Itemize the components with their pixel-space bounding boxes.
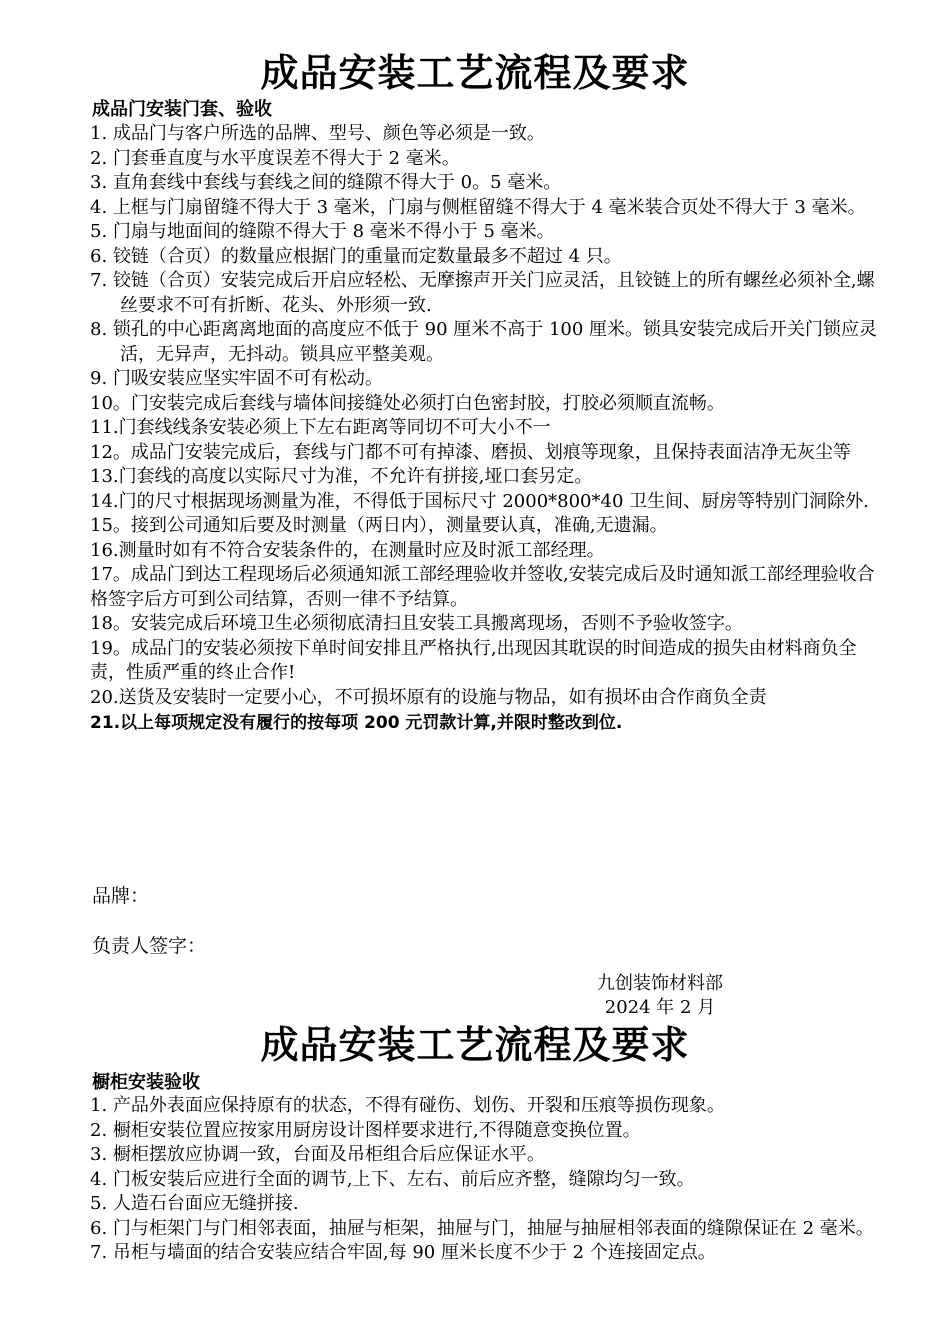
list-item: 3. 橱柜摆放应协调一致，台面及吊柜组合后应保证水平。 (90, 1144, 545, 1165)
list-item: 1. 成品门与客户所选的品牌、型号、颜色等必须是一致。 (90, 123, 545, 144)
list-item: 19。成品门的安装必须按下单时间安排且严格执行,出现因其耽误的时间造成的损失由材料商负全责，性质严重的终止合作! (90, 637, 857, 683)
page-title-2: 成品安装工艺流程及要求 (260, 1023, 690, 1067)
list-item: 1. 产品外表面应保持原有的状态，不得有碰伤、划伤、开裂和压痕等损伤现象。 (90, 1095, 725, 1116)
list-item: 20.送货及安装时一定要小心，不可损坏原有的设施与物品，如有损坏由合作商负全责 (90, 686, 767, 708)
list-item: 4. 上框与门扇留缝不得大于 3 毫米，门扇与侧框留缝不得大于 4 毫米装合页处不得大于 3 毫米。 (90, 196, 866, 218)
list-item: 5. 人造石台面应无缝拼接. (90, 1193, 299, 1214)
page-title: 成品安装工艺流程及要求 (260, 51, 690, 95)
list-item: 17。成品门到达工程现场后必须通知派工部经理验收并签收,安装完成后及时通知派工部经理验收合格签字后方可到公司结算，否则一律不予结算。 (90, 564, 875, 610)
list-item: 14.门的尺寸根据现场测量为准，不得低于国标尺寸 2000*800*40 卫生间、厨房等特别门洞除外. (90, 490, 869, 512)
door-requirements-list (90, 122, 880, 736)
list-item: 10。门安装完成后套线与墙体间接缝处必须打白色密封胶，打胶必须顺直流畅。 (90, 392, 725, 414)
brand-label: 品牌： (92, 885, 150, 907)
list-item: 11.门套线线条安装必须上下左右距离等同切不可大小不一 (90, 417, 551, 438)
section-heading-door: 成品门安装门套、验收 (92, 99, 272, 120)
list-item: 12。成品门安装完成后，套线与门都不可有掉漆、磨损、划痕等现象，且保持表面洁净无灰尘等 (90, 441, 851, 463)
signer-label: 负责人签字： (92, 935, 207, 957)
penalty-clause: 21.以上每项规定没有履行的按每项 200 元罚款计算,并限时整改到位. (90, 713, 623, 733)
list-item: 2. 橱柜安装位置应按家用厨房设计图样要求进行,不得随意变换位置。 (90, 1119, 641, 1141)
list-item: 18。安装完成后环境卫生必须彻底清扫且安装工具搬离现场，否则不予验收签字。 (90, 613, 743, 634)
list-item: 3. 直角套线中套线与套线之间的缝隙不得大于 0。5 毫米。 (90, 172, 562, 193)
list-item: 6. 铰链（合页）的数量应根据门的重量而定数量最多不超过 4 只。 (90, 245, 622, 267)
list-item: 6. 门与柜架门与门相邻表面，抽屉与柜架，抽屉与门，抽屉与抽屉相邻表面的缝隙保证在 2 毫米。 (90, 1217, 874, 1239)
list-item: 5. 门扇与地面间的缝隙不得大于 8 毫米不得小于 5 毫米。 (90, 221, 555, 242)
cabinet-requirements-list (90, 1094, 880, 1266)
signature-date: 2024 年 2 月 (604, 997, 716, 1018)
list-item: 7. 吊柜与墙面的结合安装应结合牢固,每 90 厘米长度不少于 2 个连接固定点。 (90, 1242, 716, 1263)
signature-org: 九创装饰材料部 (597, 973, 723, 994)
list-item: 9. 门吸安装应坚实牢固不可有松动。 (90, 368, 383, 389)
list-item: 8. 锁孔的中心距离离地面的高度应不低于 90 厘米不高于 100 厘米。锁具安装完成后开关门锁应灵活，无异声，无抖动。锁具应平整美观。 (90, 319, 878, 365)
list-item: 7. 铰链（合页）安装完成后开启应轻松、无摩擦声开关门应灵活，且铰链上的所有螺丝必须补全,螺丝要求不可有折断、花头、外形须一致. (90, 270, 875, 316)
list-item: 13.门套线的高度以实际尺寸为准，不允许有拼接,垭口套另定。 (90, 466, 593, 487)
list-item: 4. 门板安装后应进行全面的调节,上下、左右、前后应齐整，缝隙均匀一致。 (90, 1168, 695, 1190)
list-item: 2. 门套垂直度与水平度误差不得大于 2 毫米。 (90, 147, 460, 169)
list-item: 15。接到公司通知后要及时测量（两日内），测量要认真，准确,无遗漏。 (90, 515, 668, 536)
section-heading-cabinet: 橱柜安装验收 (92, 1072, 200, 1093)
list-item: 16.测量时如有不符合安装条件的，在测量时应及时派工部经理。 (90, 539, 605, 561)
